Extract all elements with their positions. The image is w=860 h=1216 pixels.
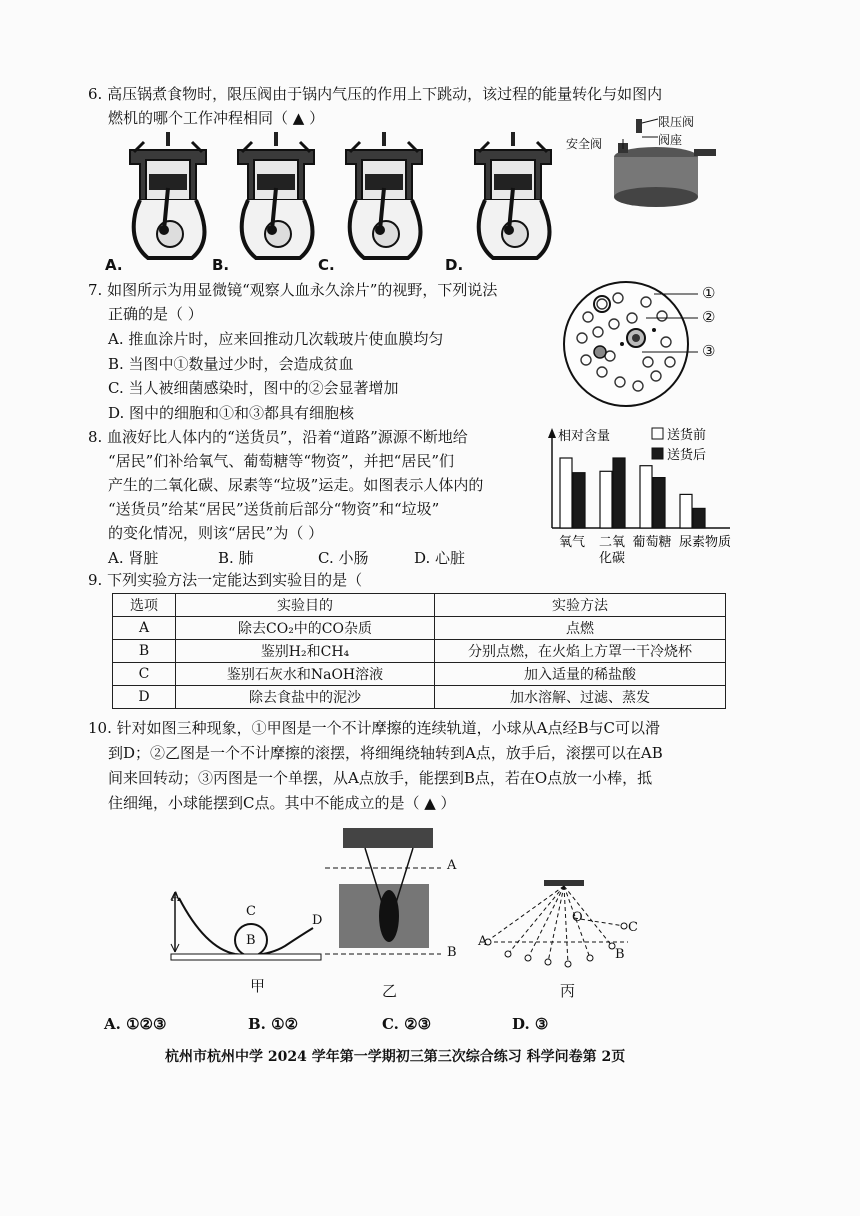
cooker-seat-label: 阀座 (658, 133, 683, 147)
header-option: 选项 (113, 594, 176, 617)
cooker-valve-label: 限压阀 (658, 115, 695, 129)
track-figure-jia (165, 888, 327, 968)
blood-smear-figure (558, 272, 718, 422)
x-tick-label: 尿素 (678, 535, 706, 550)
x-axis-label: 物质 (704, 535, 732, 550)
q7-option-a: A. 推血涂片时，应来回推动几次载玻片使血膜均匀 (108, 330, 444, 348)
engine-strokes-figure (120, 130, 560, 270)
q8-option-d: D. 心脏 (414, 549, 466, 567)
q7-option-c: C. 当人被细菌感染时，图中的②会显著增加 (108, 379, 399, 397)
bar-before (640, 466, 652, 528)
bing-point-c: C (628, 920, 638, 935)
q9-table (112, 593, 726, 709)
q8-stem-line5: 的变化情况，则该“居民”为（ ） (108, 524, 324, 542)
table-header-row (113, 594, 726, 617)
caption-bing: 丙 (560, 982, 576, 1000)
y-axis-arrow (548, 428, 556, 438)
q10-stem-line1: 10. 针对如图三种现象，①甲图是一个不计摩擦的连续轨道，小球从A点经B与C可以滑 (88, 719, 660, 737)
q8-option-a: A. 肾脏 (108, 549, 159, 567)
bar-after (693, 508, 705, 528)
row-b-method: 分别点燃，在火焰上方罩一干冷烧杯 (435, 640, 726, 663)
jia-point-a: A (171, 890, 181, 905)
bar-before (560, 458, 572, 528)
q6-option-b: B. (212, 256, 230, 274)
row-a-method: 点燃 (435, 617, 726, 640)
page-footer: 杭州市杭州中学 2024 学年第一学期初三第三次综合练习 科学问卷第 2页 (165, 1049, 626, 1065)
bar-before (600, 471, 612, 528)
table-row (113, 663, 726, 686)
table-row (113, 617, 726, 640)
caption-jia: 甲 (250, 977, 266, 995)
q10-option-d: D. ③ (512, 1015, 549, 1033)
table-row (113, 640, 726, 663)
x-tick-label: 二氧 (598, 535, 626, 550)
q8-stem-line3: 产生的二氧化碳、尿素等“垃圾”运走。如图表示人体内的 (108, 476, 484, 494)
marker-1: ① (702, 284, 716, 302)
row-c-option: C (113, 663, 176, 686)
substance-bar-chart (540, 420, 740, 580)
q10-option-b: B. ①② (248, 1015, 299, 1033)
q7-stem-line2: 正确的是（ ） (108, 305, 203, 323)
q7-option-d: D. 图中的细胞和①和③都具有细胞核 (108, 404, 355, 422)
q9-stem: 9. 下列实验方法一定能达到实验目的是（ (88, 571, 363, 589)
jia-point-b: B (246, 933, 256, 948)
q10-option-c: C. ②③ (382, 1015, 432, 1033)
jia-point-d: D (312, 913, 323, 928)
table-row (113, 686, 726, 709)
row-d-method: 加水溶解、过滤、蒸发 (435, 686, 726, 709)
header-purpose: 实验目的 (176, 594, 435, 617)
q10-stem-line2: 到D；②乙图是一个不计摩擦的滚摆，将细绳绕轴转到A点，放手后，滚摆可以在AB (108, 744, 663, 762)
q10-stem-line4: 住细绳，小球能摆到C点。其中不能成立的是（ ▲ ） (108, 794, 456, 812)
q7-option-b: B. 当图中①数量过少时，会造成贫血 (108, 355, 354, 373)
row-d-purpose: 除去食盐中的泥沙 (176, 686, 435, 709)
q8-stem-line1: 8. 血液好比人体内的“送货员”，沿着“道路”源源不断地给 (88, 428, 468, 446)
row-a-option: A (113, 617, 176, 640)
q6-option-d: D. (445, 256, 464, 274)
legend-label: 送货后 (667, 448, 707, 463)
yi-point-a: A (447, 858, 457, 873)
marker-2: ② (702, 308, 716, 326)
q6-stem-line1: 6. 高压锅煮食物时，限压阀由于锅内气压的作用上下跳动，该过程的能量转化与如图内 (88, 85, 663, 103)
q6-option-c: C. (318, 256, 335, 274)
x-tick-label: 氧气 (558, 535, 586, 550)
row-c-purpose: 鉴别石灰水和NaOH溶液 (176, 663, 435, 686)
q8-option-b: B. 肺 (218, 549, 254, 567)
bar-after (573, 473, 585, 528)
x-tick-label: 化碳 (598, 551, 626, 566)
cooker-safety-label: 安全阀 (566, 137, 603, 151)
legend-swatch (652, 448, 663, 459)
caption-yi: 乙 (382, 982, 398, 1000)
header-method: 实验方法 (435, 594, 726, 617)
maxwell-wheel-figure-yi (325, 824, 465, 964)
y-axis-label: 相对含量 (558, 429, 611, 444)
q6-stem-line2: 燃机的哪个工作冲程相同（ ▲ ） (108, 109, 325, 127)
yi-point-b: B (447, 945, 457, 960)
bing-point-a: A (478, 934, 488, 949)
q7-stem-line1: 7. 如图所示为用显微镜“观察人血永久涂片”的视野，下列说法 (88, 281, 498, 299)
marker-3: ③ (702, 342, 716, 360)
bar-after (613, 458, 625, 528)
legend-swatch (652, 428, 663, 439)
jia-point-c: C (246, 904, 256, 919)
row-b-option: B (113, 640, 176, 663)
q10-stem-line3: 间来回转动；③丙图是一个单摆，从A点放手，能摆到B点，若在O点放一小棒，抵 (108, 769, 653, 787)
x-tick-label: 葡萄糖 (632, 535, 672, 550)
q10-option-a: A. ①②③ (104, 1015, 167, 1033)
row-b-purpose: 鉴别H₂和CH₄ (176, 640, 435, 663)
row-a-purpose: 除去CO₂中的CO杂质 (176, 617, 435, 640)
row-c-method: 加入适量的稀盐酸 (435, 663, 726, 686)
bar-after (653, 478, 665, 528)
q8-option-c: C. 小肠 (318, 549, 369, 567)
q8-stem-line4: “送货员”给某“居民”送货前后部分“物资”和“垃圾” (108, 500, 440, 518)
bar-before (680, 494, 692, 528)
bing-point-b: B (615, 947, 625, 962)
q6-option-a: A. (105, 256, 123, 274)
legend-label: 送货前 (667, 428, 707, 443)
bing-point-o: O (572, 910, 583, 925)
q8-stem-line2: “居民”们补给氧气、葡萄糖等“物资”，并把“居民”们 (108, 452, 455, 470)
row-d-option: D (113, 686, 176, 709)
